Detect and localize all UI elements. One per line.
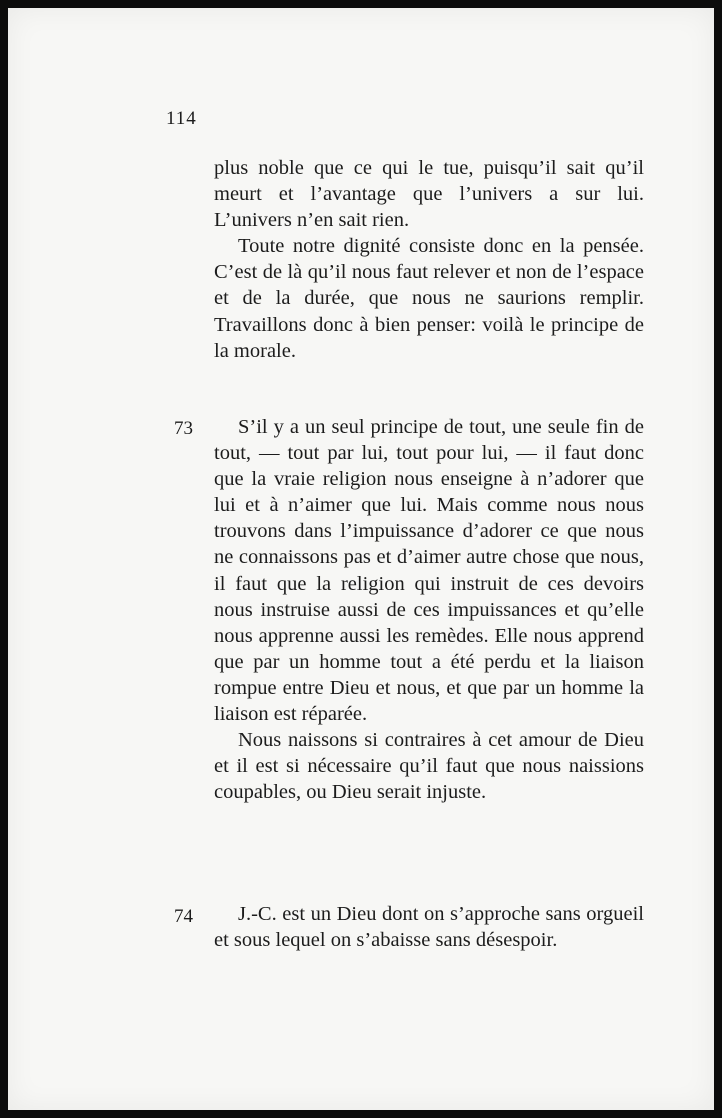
book-page (8, 8, 714, 1110)
fragment-74 (214, 901, 644, 953)
continued-fragment (214, 155, 644, 364)
paragraph: J.-C. est un Dieu dont on s’approche sans orgueil et sous lequel on s’abaisse sans désespoir. (214, 903, 644, 952)
fragment-73 (214, 414, 644, 805)
fragment-number: 74 (174, 906, 193, 927)
page-number: 114 (166, 108, 197, 129)
paragraph: S’il y a un seul principe de tout, une seule fin de tout, — tout par lui, tout pour lui, — il faut donc que la vraie religion nous enseigne à n’adorer que lui et à n’aimer que lui. Mais comme nous nous trouvons dans l’impuissance d’adorer ce que nous ne connaissons pas et d’aimer autre chose que nous, il faut que la religion qui instruit de ces devoirs nous instruise aussi de ces impuissances et qu’elle nous apprenne aussi les remèdes. Elle nous apprend que par un homme tout a été perdu et la liaison rompue entre Dieu et nous, et que par un homme la liaison est réparée. (214, 416, 644, 726)
fragment-number: 73 (174, 418, 193, 439)
paragraph: Nous naissons si contraires à cet amour de Dieu et il est si nécessaire qu’il faut que nous naissions coupables, ou Dieu serait injuste. (214, 729, 644, 804)
paragraph: plus noble que ce qui le tue, puisqu’il sait qu’il meurt et l’avantage que l’univers a sur lui. L’univers n’en sait rien. (214, 157, 644, 232)
paragraph: Toute notre dignité consiste donc en la pensée. C’est de là qu’il nous faut relever et non de l’espace et de la durée, que nous ne saurions remplir. Travaillons donc à bien penser: voilà le principe de la morale. (214, 235, 644, 362)
